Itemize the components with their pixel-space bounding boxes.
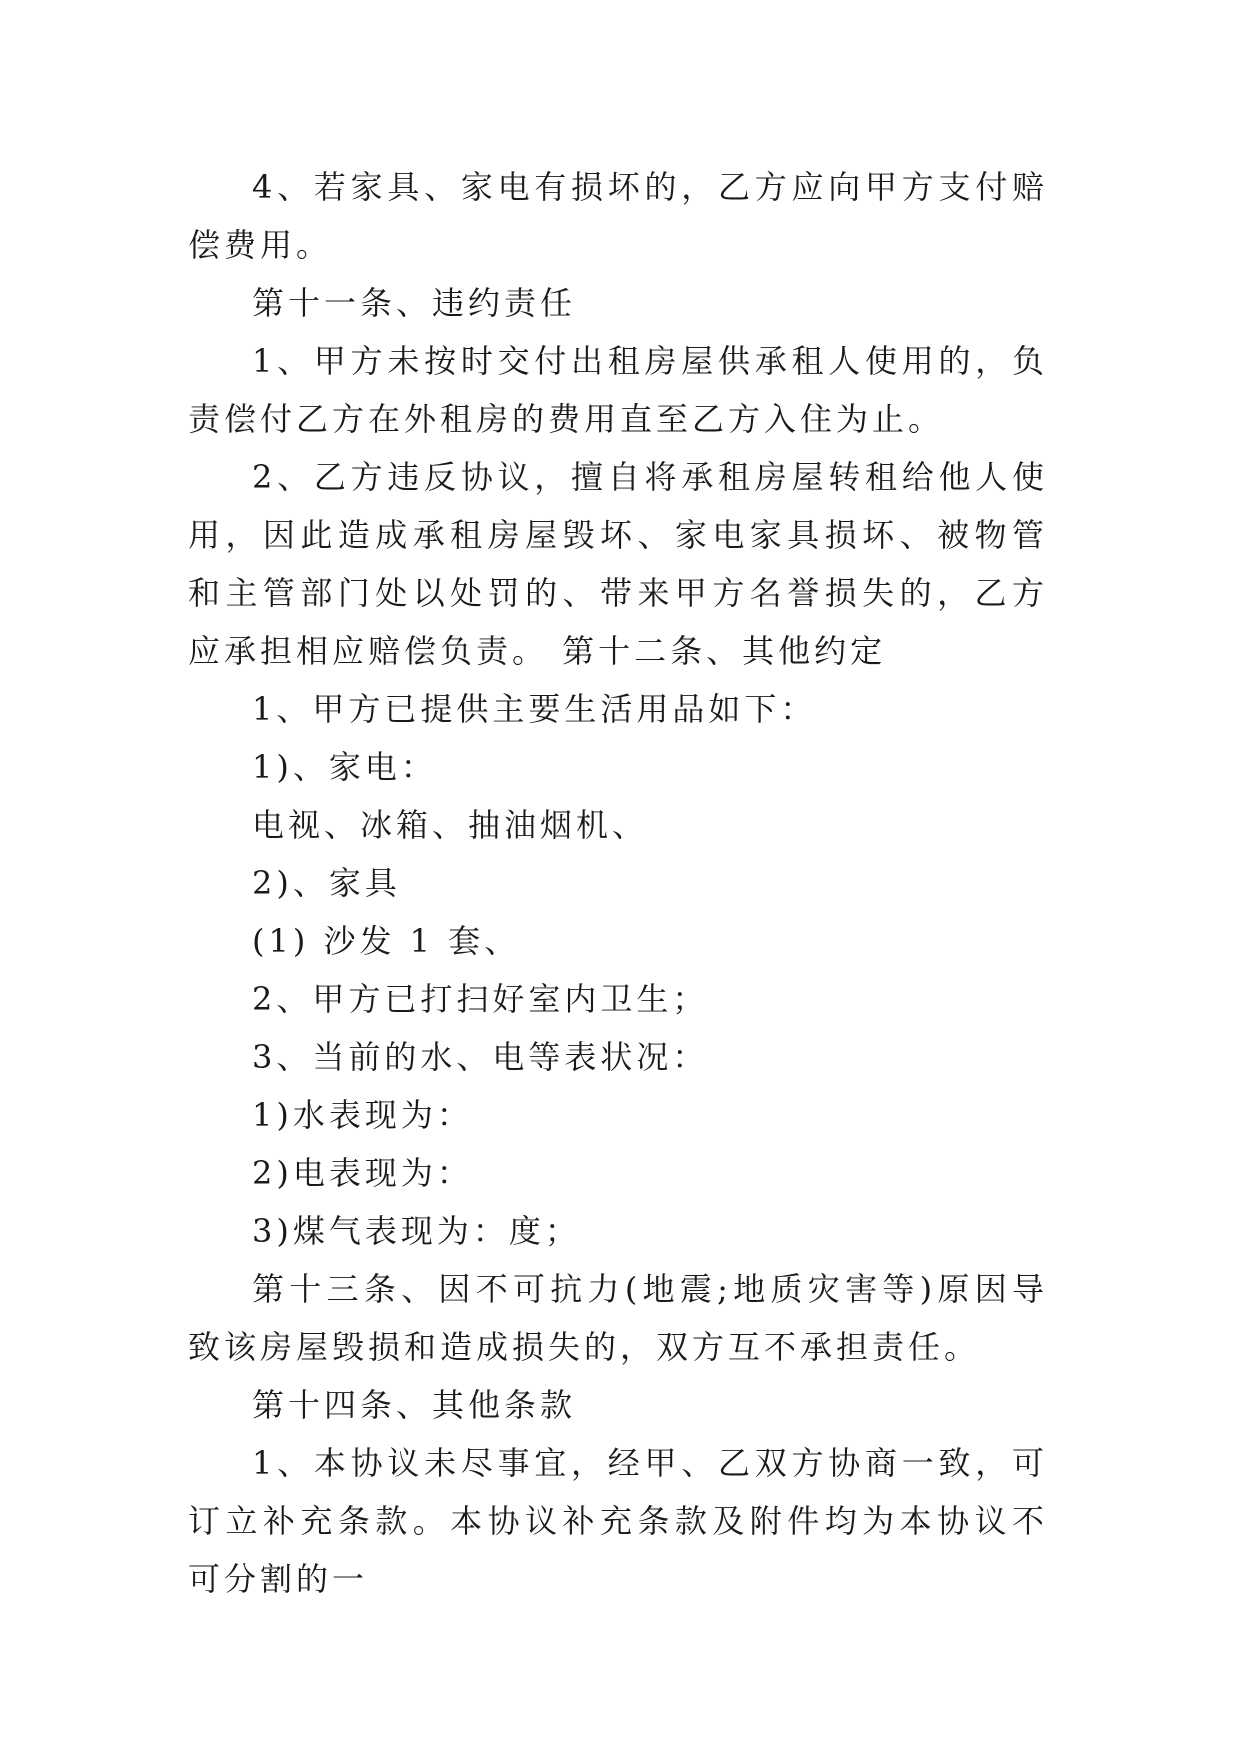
list-item-furniture: 2)、家具 bbox=[252, 864, 401, 902]
heading-article-11: 第十一条、违约责任 bbox=[252, 284, 577, 322]
list-item-gas-meter: 3)煤气表现为：度； bbox=[252, 1212, 581, 1250]
list-item-appliances: 1)、家电： bbox=[252, 748, 437, 786]
paragraph-article-12-item-3: 3、当前的水、电等表状况： bbox=[252, 1038, 709, 1076]
paragraph-article-14-item-1: 1、本协议未尽事宜，经甲、乙双方协商一致，可订立补充条款。本协议补充条款及附件均为本协议不可分割的一 bbox=[188, 1444, 1048, 1598]
list-item-appliance-names: 电视、冰箱、抽油烟机、 bbox=[252, 806, 649, 844]
paragraph-article-12-item-2: 2、甲方已打扫好室内卫生； bbox=[252, 980, 709, 1018]
paragraph-article-11-item-2: 2、乙方违反协议，擅自将承租房屋转租给他人使用，因此造成承租房屋毁坏、家电家具损坏、被物管和主管部门处以处罚的、带来甲方名誉损失的，乙方应承担相应赔偿负责。 第十二条、其他约定 bbox=[188, 458, 1048, 670]
list-item-sofa: (1) 沙发 1 套、 bbox=[252, 922, 521, 960]
paragraph-article-11-item-1: 1、甲方未按时交付出租房屋供承租人使用的，负责偿付乙方在外租房的费用直至乙方入住为止。 bbox=[188, 342, 1048, 438]
heading-article-14: 第十四条、其他条款 bbox=[252, 1386, 577, 1424]
paragraph-article-13: 第十三条、因不可抗力(地震;地质灾害等)原因导致该房屋毁损和造成损失的，双方互不承担责任。 bbox=[188, 1270, 1048, 1366]
paragraph-furniture-damage: 4、若家具、家电有损坏的，乙方应向甲方支付赔偿费用。 bbox=[188, 168, 1048, 264]
list-item-electric-meter: 2)电表现为： bbox=[252, 1154, 473, 1192]
document-page bbox=[188, 158, 1048, 1608]
paragraph-article-12-item-1: 1、甲方已提供主要生活用品如下： bbox=[252, 690, 817, 728]
list-item-water-meter: 1)水表现为： bbox=[252, 1096, 473, 1134]
